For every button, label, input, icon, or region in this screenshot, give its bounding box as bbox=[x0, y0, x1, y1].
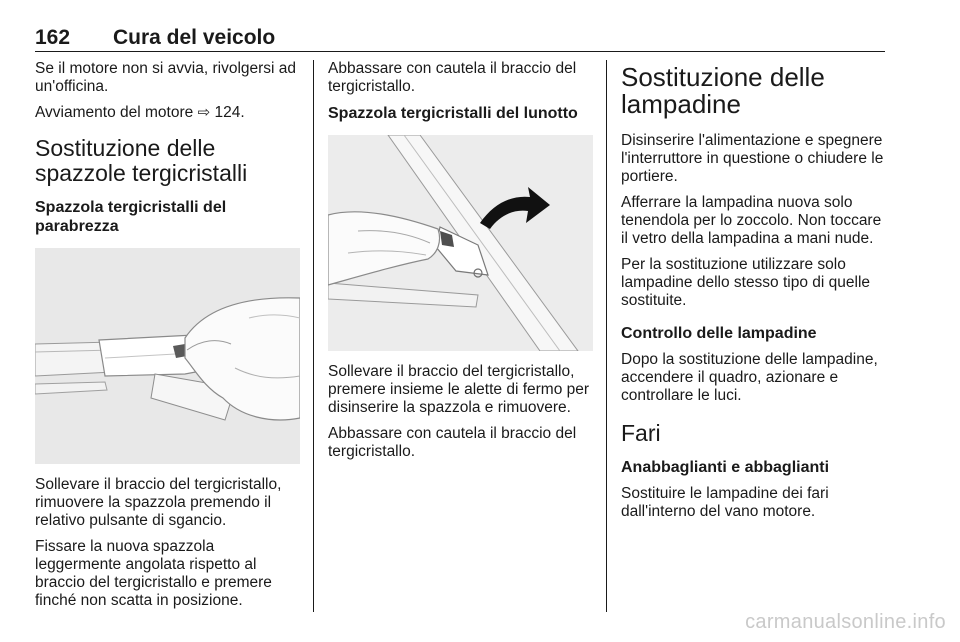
watermark: carmanualsonline.info bbox=[745, 611, 946, 633]
subheading-windscreen-wiper: Spazzola tergicristalli del parabrezza bbox=[35, 199, 227, 235]
column-3 bbox=[621, 60, 888, 529]
paragraph-engine-no-start: Se il motore non si avvia, rivolgersi ad un'officina. bbox=[35, 60, 297, 95]
chapter-title: Cura del veicolo bbox=[113, 26, 276, 49]
paragraph-hold-bulb: Afferrare la lampadina nuova solo tenendola per lo zoccolo. Non toccare il vetro della lampadina a mani nude. bbox=[621, 194, 882, 247]
page-ref-number[interactable]: 124. bbox=[214, 104, 245, 121]
subheading-rear-wiper: Spazzola tergicristalli del lunotto bbox=[328, 105, 578, 122]
subheading-low-high-beam: Anabbaglianti e abbaglianti bbox=[621, 459, 830, 476]
column-divider-1 bbox=[313, 60, 314, 612]
paragraph-fit-new-blade: Fissare la nuova spazzola leggermente angolata rispetto al braccio del tergicristallo e premere finché non scatta in posizione. bbox=[35, 538, 272, 609]
subheading-bulb-check: Controllo delle lampadine bbox=[621, 325, 817, 342]
paragraph-replace-headlight-bulbs: Sostituire le lampadine dei fari dall'interno del vano motore. bbox=[621, 485, 829, 520]
ref-text: Avviamento del motore bbox=[35, 104, 194, 121]
paragraph-lower-arm-2: Abbassare con cautela il braccio del tergicristallo. bbox=[328, 425, 577, 460]
paragraph-press-tabs: Sollevare il braccio del tergicristallo, premere insieme le alette di fermo per disinserire la spazzola e rimuovere. bbox=[328, 363, 590, 416]
page-header bbox=[35, 26, 885, 52]
paragraph-check-lights: Dopo la sostituzione delle lampadine, accendere il quadro, azionare e controllare le luci. bbox=[621, 351, 878, 404]
header-divider bbox=[35, 51, 885, 52]
column-2 bbox=[328, 60, 593, 469]
section-heading-wiper-blades: Sostituzione delle spazzole tergicristalli bbox=[35, 135, 248, 186]
section-heading-bulb-replacement: Sostituzione delle lampadine bbox=[621, 62, 825, 119]
paragraph-same-type: Per la sostituzione utilizzare solo lampadine dello stesso tipo di quelle sostituite. bbox=[621, 256, 871, 309]
figure-windscreen-wiper bbox=[35, 248, 300, 464]
paragraph-lower-arm: Abbassare con cautela il braccio del tergicristallo. bbox=[328, 60, 577, 95]
page-ref-arrow-icon[interactable]: ⇨ bbox=[197, 104, 211, 121]
page-number: 162 bbox=[35, 26, 71, 49]
figure-rear-wiper bbox=[328, 135, 593, 351]
column-1 bbox=[35, 60, 300, 618]
paragraph-lift-wiper: Sollevare il braccio del tergicristallo, rimuovere la spazzola premendo il relativo pulsante di sgancio. bbox=[35, 476, 282, 529]
paragraph-engine-start-ref bbox=[35, 104, 300, 122]
section-heading-headlights: Fari bbox=[621, 420, 661, 446]
paragraph-switch-off: Disinserire l'alimentazione e spegnere l'interruttore in questione o chiudere le portiere. bbox=[621, 132, 884, 185]
column-divider-2 bbox=[606, 60, 607, 612]
